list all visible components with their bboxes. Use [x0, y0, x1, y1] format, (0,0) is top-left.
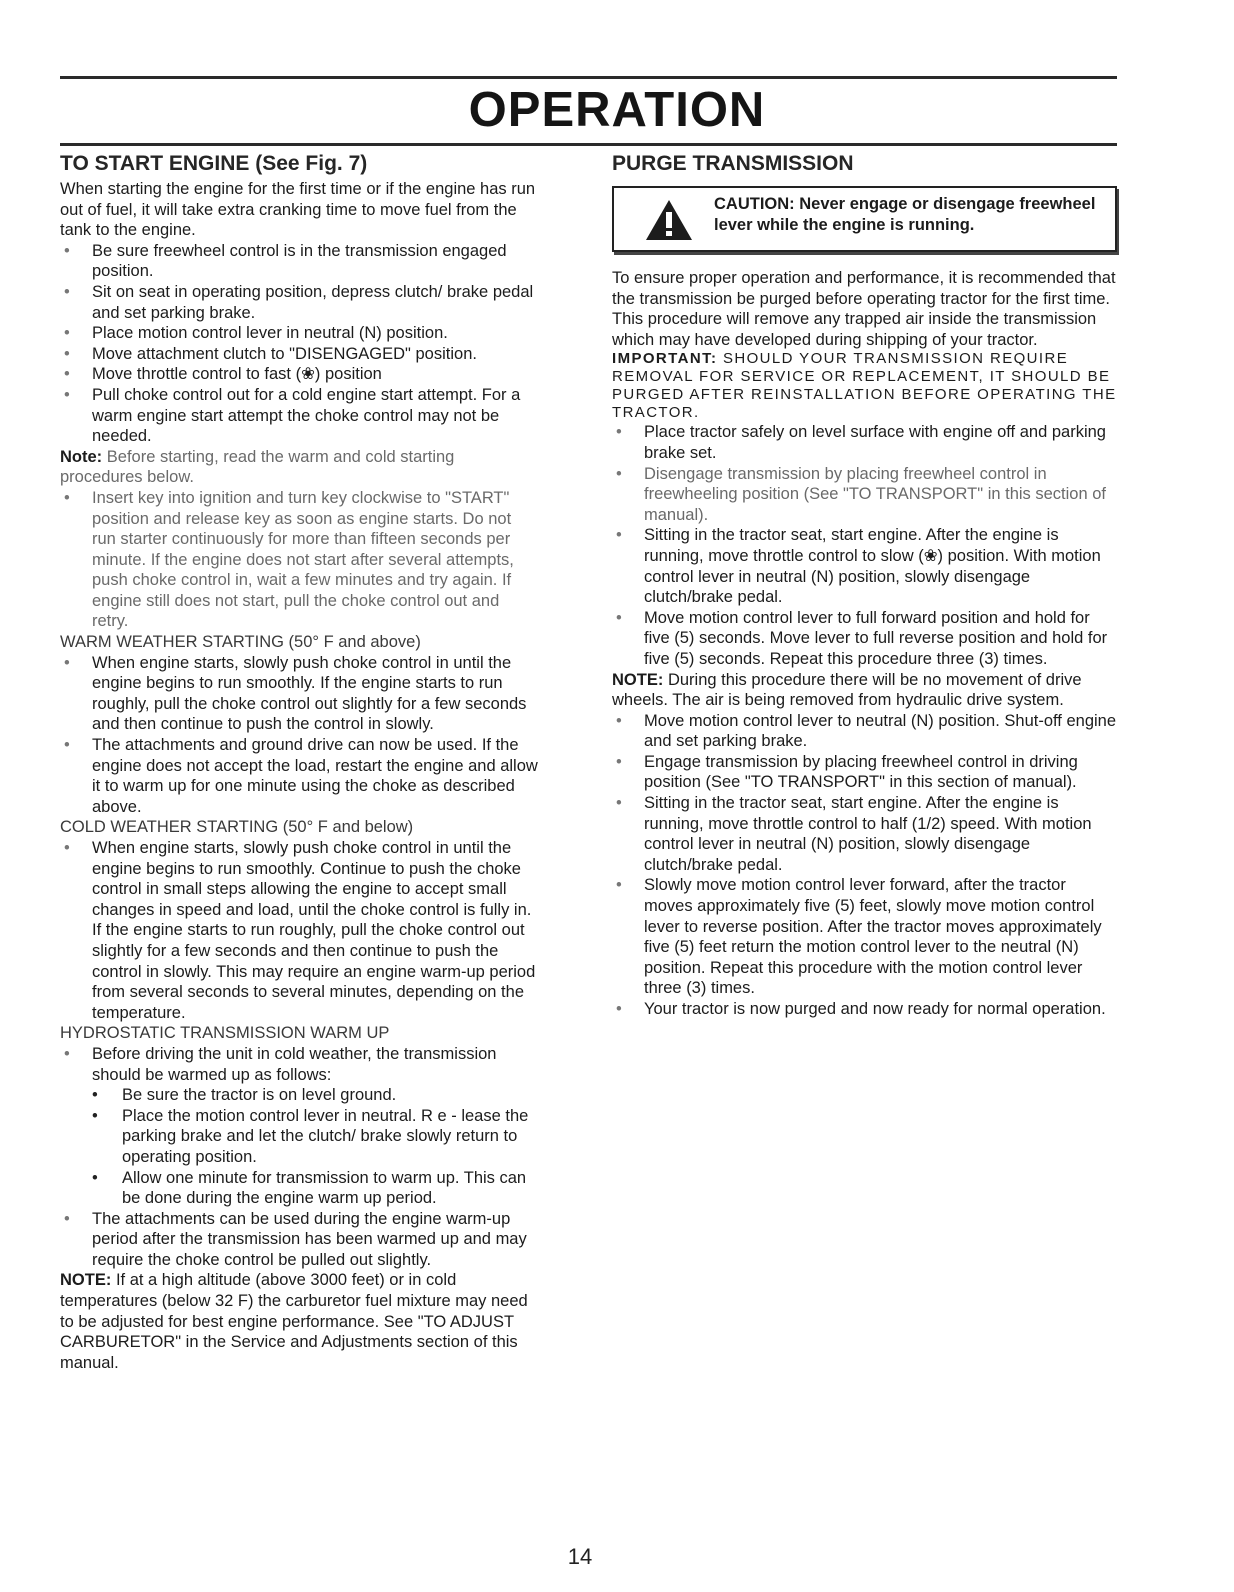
list-item: • Before driving the unit in cold weather, the transmission should be warmed up as follows: — [60, 1044, 538, 1085]
page-number: 14 — [567, 1544, 593, 1569]
list-item: • Move attachment clutch to "DISENGAGED" position. — [60, 344, 538, 365]
header-rule-top — [60, 76, 1117, 79]
list-item: • Move motion control lever to full forward position and hold for five (5) seconds. Move lever to full reverse position and hold for five (5) seconds. Repeat this procedure three (3) times. — [612, 608, 1117, 670]
header-rule-bottom — [60, 143, 1117, 146]
purge-note — [612, 670, 1117, 711]
list-item: • Move motion control lever to neutral (N) position. Shut-off engine and set parking brake. — [612, 711, 1117, 752]
important-note — [612, 350, 1117, 422]
left-column — [60, 150, 538, 1373]
start-steps-list-2 — [60, 488, 538, 632]
hydro-steps-list — [60, 1044, 538, 1085]
purge-transmission-heading: PURGE TRANSMISSION — [612, 152, 854, 175]
note-label: NOTE: — [612, 670, 664, 689]
cold-steps-list — [60, 838, 538, 1023]
warm-weather-heading: WARM WEATHER STARTING (50° F and above) — [60, 633, 421, 652]
list-item: • Sit on seat in operating position, depress clutch/ brake pedal and set parking brake. — [60, 282, 538, 323]
list-item: • Be sure freewheel control is in the transmission engaged position. — [60, 241, 538, 282]
start-note — [60, 447, 538, 488]
list-item: • Allow one minute for transmission to warm up. This can be done during the engine warm up period. — [60, 1168, 538, 1209]
start-engine-heading: TO START ENGINE (See Fig. 7) — [60, 152, 368, 175]
list-item: • Move throttle control to fast (❀) position — [60, 364, 538, 385]
list-item: • When engine starts, slowly push choke control in until the engine begins to run smoothly. Continue to push the choke control in small steps allowing the engine to accept small changes in speed and load, until the choke control is fully in. If the engine starts to run roughly, pull the choke control out slightly for a few seconds and then continue to push the control in slowly. This may require an engine warm-up period from several seconds to several minutes, depending on the temperature. — [60, 838, 538, 1023]
purge-intro: To ensure proper operation and performance, it is recommended that the transmission be purged before operating tractor for the first time. This procedure will remove any trapped air inside the transmission which may have developed during shipping of your tractor. — [612, 269, 1116, 349]
note-label: NOTE: — [60, 1271, 112, 1290]
purge-steps-list-2 — [612, 711, 1117, 1020]
important-text: SHOULD YOUR TRANSMISSION REQUIRE REMOVAL FOR SERVICE OR REPLACEMENT, IT SHOULD BE PURGED AFTER REINSTALLATION BEFORE OPERATING THE TRACTOR. — [612, 350, 1117, 422]
list-item: • Insert key into ignition and turn key clockwise to "START" position and release key as soon as engine starts. Do not run starter continuously for more than fifteen seconds per minute. If the engine does not start after several attempts, push choke control in, wait a few minutes and try again. If engine still does not start, pull the choke control out and retry. — [60, 488, 538, 632]
caution-box — [612, 186, 1117, 252]
list-item: • Engage transmission by placing freewheel control in driving position (See "TO TRANSPORT" in this section of manual). — [612, 752, 1117, 793]
page-title: OPERATION — [468, 83, 766, 137]
hydro-warmup-heading: HYDROSTATIC TRANSMISSION WARM UP — [60, 1024, 390, 1043]
list-item: • Place tractor safely on level surface with engine off and parking brake set. — [612, 422, 1117, 463]
purge-steps-list — [612, 422, 1117, 669]
caution-text: CAUTION: Never engage or disengage freewheel lever while the engine is running. — [714, 195, 1096, 234]
list-item: • The attachments and ground drive can now be used. If the engine does not accept the load, restart the engine and allow it to warm up for one minute using the choke as described above. — [60, 735, 538, 817]
warm-steps-list — [60, 653, 538, 818]
right-column — [612, 150, 1117, 1020]
start-engine-intro: When starting the engine for the first time or if the engine has run out of fuel, it will take extra cranking time to move fuel from the tank to the engine. — [60, 180, 536, 240]
hydro-substeps-list — [60, 1085, 538, 1209]
start-steps-list — [60, 241, 538, 447]
note-text: During this procedure there will be no movement of drive wheels. The air is being removed from hydraulic drive system. — [612, 670, 1082, 710]
note-text: If at a high altitude (above 3000 feet) or in cold temperatures (below 32 F) the carburetor fuel mixture may need to be adjusted for best engine performance. See "TO ADJUST CARBURETOR" in the Service and Adjustments section of this manual. — [60, 1271, 528, 1372]
list-item: • Slowly move motion control lever forward, after the tractor moves approximately five (5) feet, slowly move motion control lever to reverse position. After the tractor moves approximately five (5) feet return the motion control lever to the neutral (N) position. Repeat this procedure with the motion control lever three (3) times. — [612, 875, 1117, 999]
list-item: • The attachments can be used during the engine warm-up period after the transmission has been warmed up and may require the choke control be pulled out slightly. — [60, 1209, 538, 1271]
list-item: • When engine starts, slowly push choke control in until the engine begins to run smoothly. If the engine starts to run roughly, pull the choke control out slightly for a few seconds and then continue to push the control in slowly. — [60, 653, 538, 735]
list-item: • Disengage transmission by placing freewheel control in freewheeling position (See "TO TRANSPORT" in this section of manual). — [612, 464, 1117, 526]
list-item: • Sitting in the tractor seat, start engine. After the engine is running, move throttle control to slow (❀) position. With motion control lever in neutral (N) position, slowly disengage clutch/brake pedal. — [612, 525, 1117, 607]
list-item: • Place the motion control lever in neutral. R e - lease the parking brake and let the clutch/ brake slowly return to operating position. — [60, 1106, 538, 1168]
list-item: • Place motion control lever in neutral (N) position. — [60, 323, 538, 344]
important-label: IMPORTANT: — [612, 350, 718, 368]
warning-triangle-icon — [624, 194, 714, 242]
list-item: • Your tractor is now purged and now ready for normal operation. — [612, 999, 1117, 1020]
list-item: • Sitting in the tractor seat, start engine. After the engine is running, move throttle control to half (1/2) speed. With motion control lever in neutral (N) position, slowly disengage clutch/brake pedal. — [612, 793, 1117, 875]
cold-weather-heading: COLD WEATHER STARTING (50° F and below) — [60, 818, 414, 837]
note-label: Note: — [60, 447, 103, 466]
note-text: Before starting, read the warm and cold starting procedures below. — [60, 447, 455, 487]
altitude-note — [60, 1270, 538, 1373]
list-item: • Be sure the tractor is on level ground. — [60, 1085, 538, 1106]
list-item: • Pull choke control out for a cold engine start attempt. For a warm engine start attempt the choke control may not be needed. — [60, 385, 538, 447]
hydro-steps-list-2 — [60, 1209, 538, 1271]
